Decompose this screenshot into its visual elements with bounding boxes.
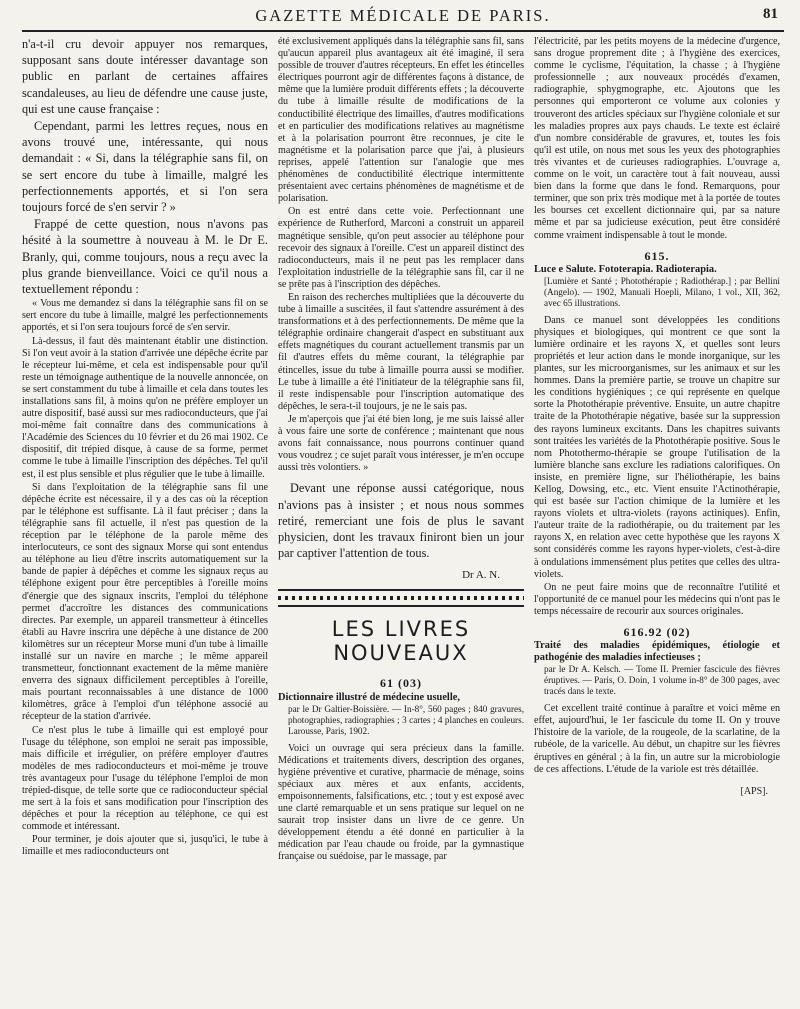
column-2 [278, 36, 524, 1001]
section-title [278, 617, 524, 665]
quote-paragraph: Pour terminer, je dois ajouter que si, jusqu'ici, le tube à limaille et mes radioconducteurs ont [22, 834, 268, 858]
paragraph: Frappé de cette question, nous n'avons pas hésité à la soumettre à nouveau à M. le Dr E. Branly, qui, comme toujours, nous a reçu avec la plus grande bienveillance. Voici ce qu'il nous a textuellement répondu : [22, 217, 268, 297]
book-review-text: Voici un ouvrage qui sera précieux dans la famille. Médications et traitements divers, description des organes, hygiène préventive et curative, pharmacie de ménage, soins spéciaux aux mères et aux enfants, accidents, empoisonnements, falsifications, etc. ; tout y est exposé avec une clarté remarquable et un sens pratique sur lequel on ne saurait trop insister dans un livre de ce genre. Un développement étendu a été donné en particulier à la médication par l'eau chaude ou froide, par la gymnastique française ou suédoise, par le massage, par [278, 742, 524, 863]
closing-paragraph: Devant une réponse aussi catégorique, nous n'avions pas à insister ; et nous nous sommes retiré, remerciant une fois de plus le savant physicien, dont les travaux finiront bien un jour par captiver l'attention de tous. [278, 481, 524, 561]
quote-paragraph: Si dans l'exploitation de la télégraphie sans fil une dépêche écrite est nécessaire, il y a des cas où la réception par le téléphone est suffisante. Là il faut préciser ; dans la télégraphie sans fil actuelle, il n'est pas question de la réception par le téléphone de la parole même des interlocuteurs, ce sont des signaux Morse qui sont entendus au téléphone au lieu d'être inscrits automatiquement sur la bande de papier à dépêches et comme les signaux reçus au téléphone exigent pour être perceptibles à l'oreille moins d'énergie que des signaux inscrits, l'emploi du téléphone permet d'accroître les distances des communications directes. Par exemple, un appareil transmetteur à étincelles établi au Havre inscrira une dépêche à une distance de 200 kilomètres sur un récepteur Morse muni d'un tube à limaille installé sur un navire en marche ; le même appareil transmetteur, fonctionnant exactement de la même manière enverra des signaux difficilement perceptibles à l'oreille, mais pourtant reconnaissables à une distance de 1000 kilomètres, grâce à l'emploi d'un téléphone associé au récepteur de la station d'arrivée. [22, 481, 268, 723]
paragraph: Cependant, parmi les lettres reçues, nous en avons trouvé une, intéressante, qui nous demandait : « Si, dans la télégraphie sans fil, on se sert encore du tube à limaille, malgré les perfectionnements apportés, et si l'on sera toujours forcé de s'en servir ? » [22, 119, 268, 215]
column-3 [534, 36, 780, 1001]
book-review-text: Dans ce manuel sont développées les conditions physiques et biologiques, qui montrent ce que sont la lumière ordinaire et les rayons X, et quelles sont leurs propriétés et leur action dans le monde inorganique, sur les plantes, sur les microorganismes, sur les animaux et sur les hommes. Dans la première partie, se trouve un chapitre sur les conditions hygiéniques ; ce qui représente en quelque sorte la Photothérapie préventive. Ensuite, un autre chapitre traite de la Photothérapie négative, basée sur la suppression des rayons lumineux excitants. Dans les chapitres suivants sont traitées les variétés de la Photothérapie positive. Sous le nom Photothermo-thérapie se groupe l'utilisation de la lumière blanche sans exclure les radiations calorifiques. On insiste, en première ligne, sur l'héliothérapie, les bains Kellog, Dowsing, etc., etc. Vient ensuite l'Actinothérapie, qui est basée sur l'action chimique de la lumière et les rayons violets et ultra-violets (rayons actiniques). Enfin, l'auteur traite de la radiothérapie, ou du traitement par les rayons X, en relation avec cette hypothèse que les rayons X sont considérés comme les rayons hyper-violets, c'est-à-dire à ondulations immensément plus petites que celles des ultra-violets. [534, 314, 780, 580]
review-signature: [APS]. [740, 785, 768, 797]
section-title-line1: LES LIVRES [331, 617, 471, 642]
quote-paragraph: été exclusivement appliqués dans la télégraphie sans fil, sans qu'aucun appareil plus avantageux ait été imaginé, il sera possible de trouver d'autres récepteurs. En effet les étincelles électriques pourront agir de différentes façons à distance, de même que la lumière produit différents effets ; la découverte du tube à limaille résulte de modifications de la conductibilité électrique des limailles, d'autres modifications et en particulier des modifications relatives au magnétisme et à la polarisation pourront être reconnues, je cite le magnétisme et la polarisation parce que j'ai, à plusieurs reprises, appelé l'attention sur l'analogie que mes phénomènes de conductibilité électrique intermittente présentaient avec certains phénomènes de magnétisme et de polarisation. [278, 36, 524, 205]
book-entry-meta: par le Dr Galtier-Boissière. — In-8°, 560 pages ; 840 gravures, photographies, radiographies ; 3 cartes ; 4 planches en couleurs. Larousse, Paris, 1902. [288, 703, 524, 736]
page-header [22, 0, 784, 32]
quote-paragraph: Je m'aperçois que j'ai été bien long, je me suis laissé aller à vous faire une sorte de conférence ; maintenant que nous avons fait connaissance, nous pourrons continuer quand vous voudrez ; ce sujet paraît vous intéresser, je m'en occupe aussi très volontiers. » [278, 413, 524, 474]
section-title-line2: NOUVEAUX [333, 641, 469, 666]
book-review-text: Cet excellent traité continue à paraître et voici même en effet, aujourd'hui, le 1er fascicule du tome II. On y trouve l'histoire de la variole, de la rougeole, de la scarlatine, de la rubéole, de la varicelle. Au début, un chapitre sur les fièvres éruptives en général ; à la fin, un autre sur la microbiologie de ces affections. L'étude de la variole est très détaillée. [534, 703, 780, 775]
book-entry-title: Dictionnaire illustré de médecine usuelle, [278, 691, 460, 703]
book-entry-number: 615. [644, 248, 670, 263]
column-1 [22, 36, 268, 1001]
book-entry-meta: [Lumière et Santé ; Photothérapie ; Radiothérap.] ; par Bellini (Angelo). — 1902, Manuali Hoepli, Milano, 1 vol., XII, 362, avec 65 illustrations. [544, 275, 780, 308]
quote-paragraph: « Vous me demandez si dans la télégraphie sans fil on se sert encore du tube à limaille, malgré les perfectionnements apportés, et si l'on sera toujours forcé de s'en servir. [22, 298, 268, 334]
journal-title: GAZETTE MÉDICALE DE PARIS. [255, 6, 551, 25]
columns [22, 36, 784, 1001]
book-entry-title: Traité des maladies épidémiques, étiologie et pathogénie des maladies infectieuses ; [534, 640, 780, 664]
quote-paragraph: On est entré dans cette voie. Perfectionnant une expérience de Rutherford, Marconi a construit un appareil magnétique sensible, qu'on peut associer au téléphone pour recevoir des signaux à l'oreille. C'est un appareil distinct des radioconducteurs, mais il ne peut pas les remplacer dans l'exploitation industrielle de la télégraphie sans fil, car il ne se prête pas à l'inscription des dépêches. [278, 206, 524, 290]
book-entry-meta: par le Dr A. Kelsch. — Tome II. Premier fascicule des fièvres éruptives. — Paris, O. Doin, 1 volume in-8° de 300 pages, avec tracés dans le texte. [544, 664, 780, 697]
quote-paragraph: En raison des recherches multipliées que la découverte du tube à limaille a suscitées, il faut s'attendre assurément à des transformations et à des perfectionnements. De même que la télégraphie ordinaire changerait d'aspect en substituant aux effets magnétiques du courant actuellement transmis par un fil d'autres effets du même courant, la télégraphie par étincelles, issue du tube à limaille pourra aussi se modifier. Le tube à limaille a été l'initiateur de la télégraphie sans fil, il reste indispensable pour l'inscription automatique des dépêches, le sera-t-il toujours, je ne le sais pas. [278, 291, 524, 412]
book-review-text: On ne peut faire moins que de reconnaître l'utilité et l'opportunité de ce manuel pour les médecins qui n'ont pas le temps nécessaire de recourir aux sources originales. [534, 581, 780, 617]
page-number: 81 [763, 6, 778, 22]
quote-paragraph: Ce n'est plus le tube à limaille qui est employé pour l'usage du téléphone, son emploi ne serait pas impossible, mais difficile et irrégulier, on préfère employer d'autres modèles de mes radioconducteurs et moi-même je trouve très avantageux pour l'usage du téléphone l'emploi de mon trépied-disque, de telle sorte que ce radioconducteur spécial me sert à la fois et sans modification pour l'inscription des dépêches et pour la réception au téléphone, ce qui est commode et intéressant. [22, 724, 268, 833]
article-signature: Dr A. N. [462, 569, 500, 582]
book-entry-number: 61 (03) [380, 676, 422, 691]
ornamental-divider [278, 589, 524, 607]
book-entry-title: Luce e Salute. Fototerapia. Radioterapia. [534, 263, 717, 275]
book-entry-number: 616.92 (02) [623, 625, 691, 640]
paragraph: n'a-t-il cru devoir appuyer nos remarques, supposant sans doute intéresser davantage son public en parlant de certaines affaires scandaleuses, au lieu de défendre une cause juste, qui est une cause française : [22, 37, 268, 116]
quote-paragraph: Là-dessus, il faut dès maintenant établir une distinction. Si l'on veut avoir à la station d'arrivée une dépêche écrite par le récepteur lui-même, et cela est indispensable pour qu'il reste un témoignage authentique de la nouvelle annoncée, on se sert constamment du tube à limaille et cela dans toutes les installations sans fil, à moins qu'on ne préfère employer un autre dispositif, basé aussi sur mes radioconducteurs, que j'ai moi-même fait connaître dans des communications à l'Académie des Sciences du 10 février et du 26 mai 1902. Ce dispositif, dit trépied disque, à cause de sa forme, permet comme le tube à limaille l'inscription des dépêches. Tel qu'il est, il est plus sensible et plus régulier que le tube à limaille. [22, 335, 268, 480]
book-review-text: l'électricité, par les petits moyens de la médecine d'urgence, sans drogue proprement dite ; à l'hygiène des exercices, comme le cyclisme, l'équitation, la chasse ; à l'hygiène professionnelle ; aux nouveaux procédés d'examen, radiographie, sphygmographe, etc. Ajoutons que les personnes qui emporteront ce volume aux colonies y trouveront des articles spéciaux sur l'hygiène coloniale et sur les maladies propres aux pays chauds. Le texte est éclairé d'un nombre considérable de gravures, et, toutes les fois qu'il est utile, on nous met sous les yeux des photographies très vivantes et de curieuses radiographies. L'ouvrage a, comme on le voit, un caractère tout à fait nouveau, aussi bien dans la forme que dans le fond. Remarquons, pour terminer, que son prix très modique met à la portée de toutes les bourses cet excellent dictionnaire qui, par sa nature même et par sa judicieuse exécution, peut être considéré comme vraiment indispensable à tout le monde. [534, 36, 780, 241]
